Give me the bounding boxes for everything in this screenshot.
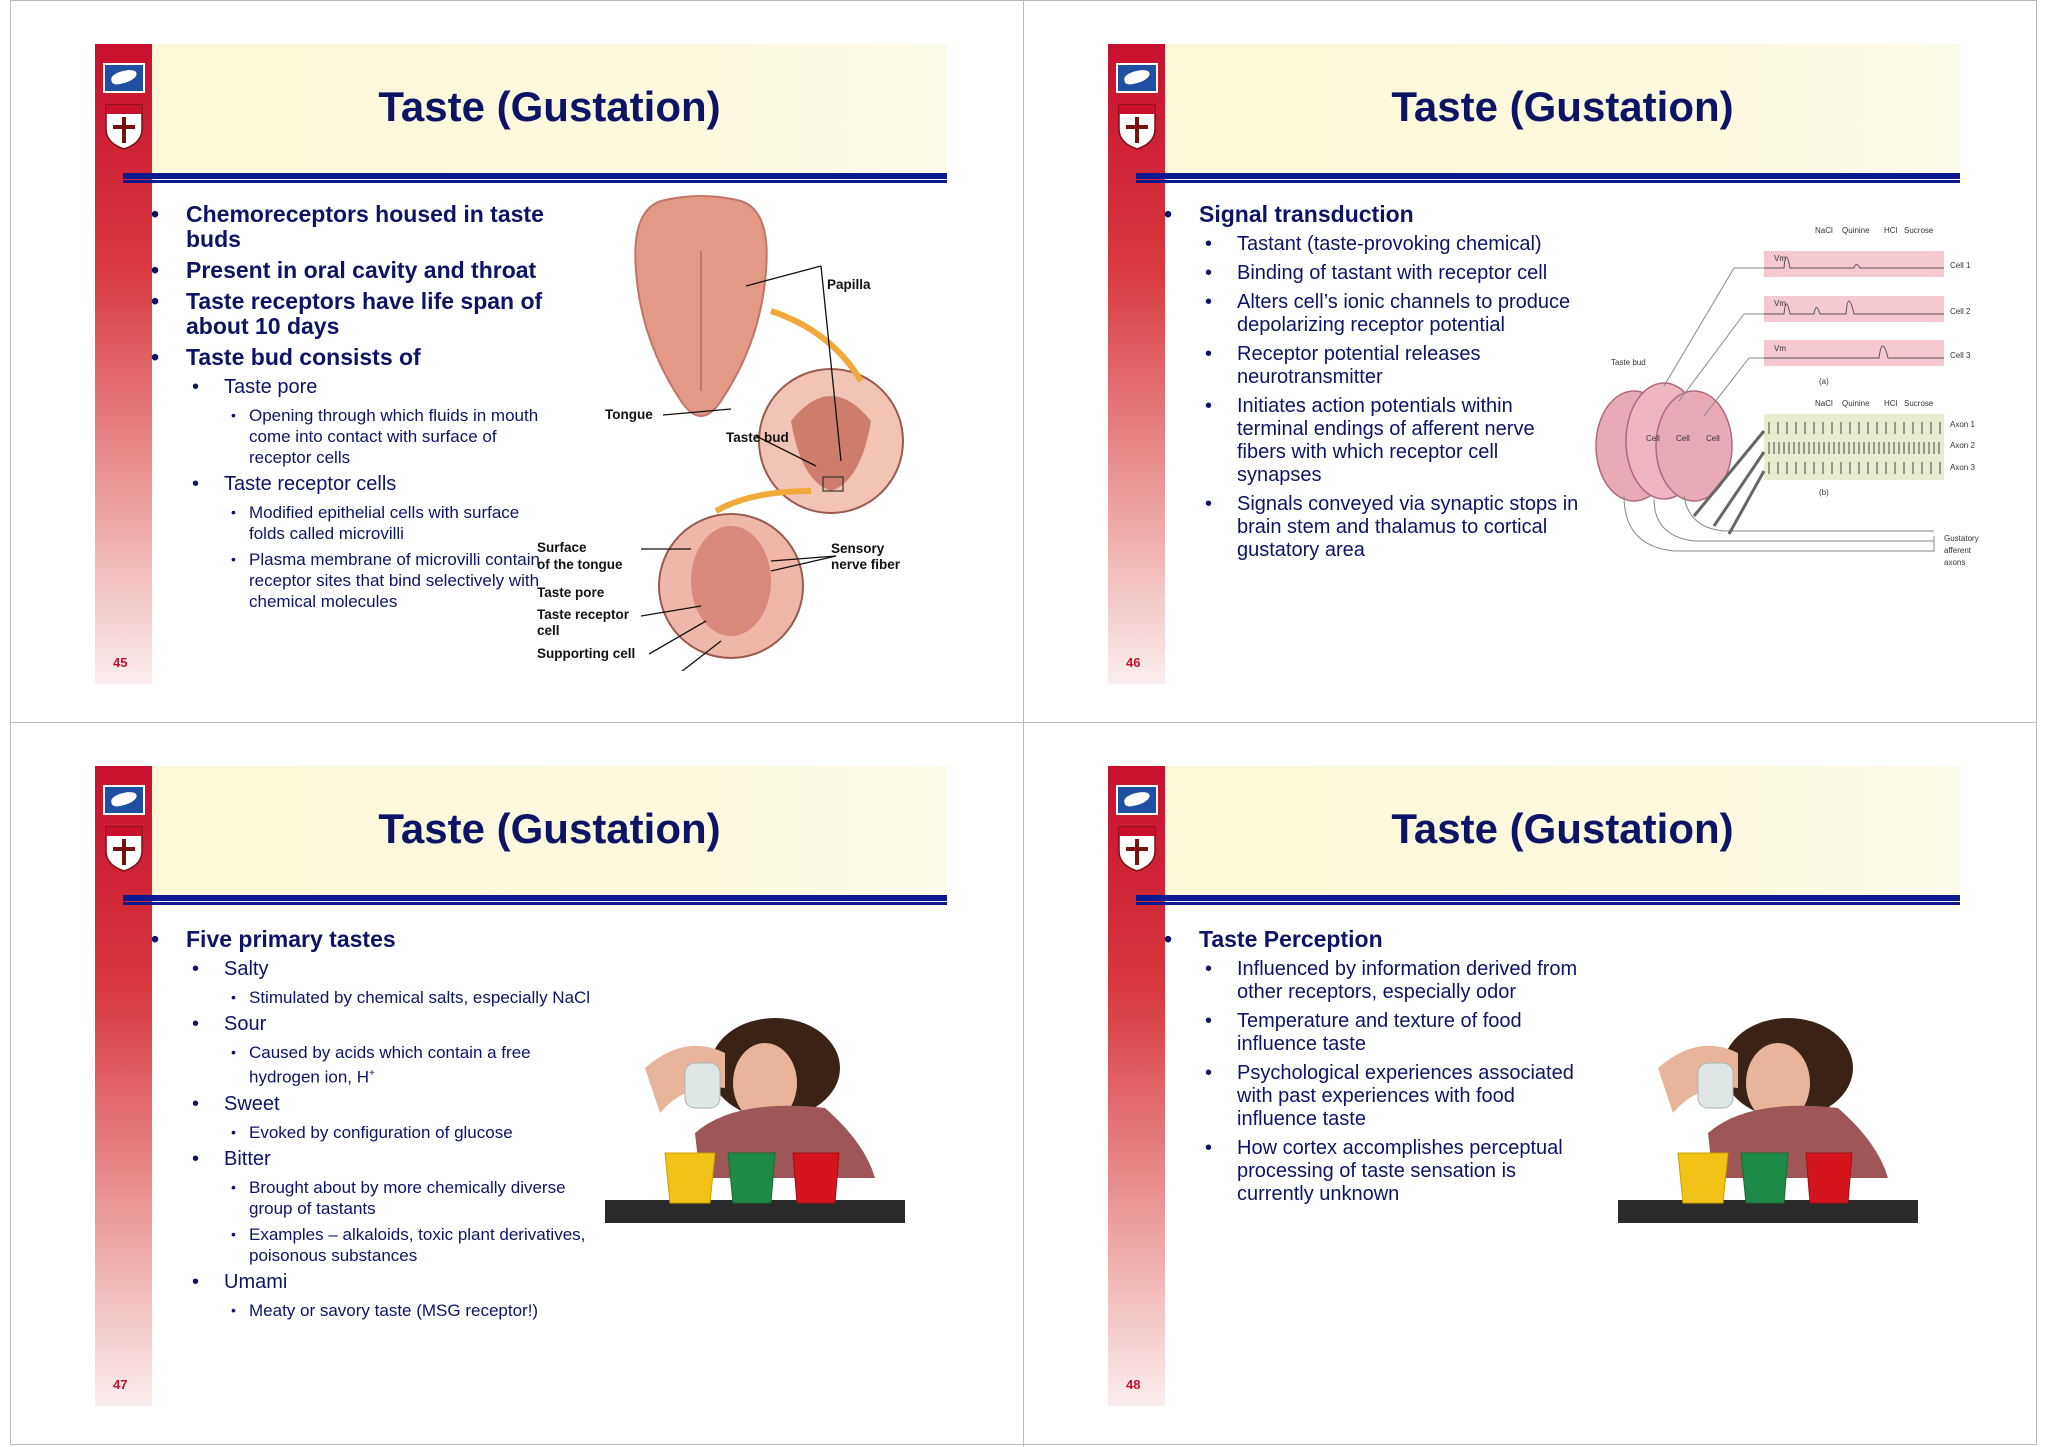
label-gustatory: Gustatory [1944, 534, 1979, 543]
bullet: • Chemoreceptors housed in taste buds [151, 202, 551, 252]
label-cell-word: Cell [1706, 434, 1720, 443]
superscript-plus: + [369, 1068, 375, 1079]
label-nacl: NaCl [1815, 399, 1833, 408]
sub-bullet: • Temperature and texture of food influence taste [1202, 1010, 1584, 1056]
label-nerve-fiber: nerve fiber [831, 557, 901, 572]
label-vm: Vm [1774, 254, 1786, 263]
label-hcl: HCl [1884, 226, 1898, 235]
label-panel-b: (b) [1819, 488, 1829, 497]
slide-45-text [151, 202, 551, 617]
sub-sub-bullet: • Meaty or savory taste (MSG receptor!) [229, 1300, 591, 1321]
slide-number: 45 [113, 655, 128, 670]
label-hcl: HCl [1884, 399, 1898, 408]
slide-title: Taste (Gustation) [1391, 83, 1734, 130]
woman-tasting-photo [1618, 1003, 1918, 1223]
sub-sub-bullet: • Stimulated by chemical salts, especially NaCl [229, 987, 591, 1008]
title-rule-thin [123, 180, 947, 183]
label-cell-1: Cell 1 [1950, 261, 1971, 270]
flag-icon [1116, 63, 1158, 93]
slide-45 [11, 1, 1023, 721]
label-taste-receptor: Taste receptor [537, 607, 630, 622]
slide-number: 47 [113, 1377, 128, 1392]
sub-sub-bullet: • Modified epithelial cells with surface folds called microvilli [229, 502, 551, 544]
sub-bullet: • Influenced by information derived from other receptors, especially odor [1202, 958, 1584, 1004]
title-rule-thin [1136, 902, 1960, 905]
label-panel-a: (a) [1819, 377, 1829, 386]
sub-sub-bullet [229, 1042, 591, 1088]
label-sucrose: Sucrose [1904, 399, 1934, 408]
label-sucrose: Sucrose [1904, 226, 1934, 235]
sub-bullet: • How cortex accomplishes perceptual processing of taste sensation is currently unknown [1202, 1137, 1584, 1206]
slide-title: Taste (Gustation) [378, 83, 721, 130]
label-tongue: Tongue [605, 407, 653, 422]
title-rule-thin [123, 902, 947, 905]
sub-bullet: • Binding of tastant with receptor cell [1202, 262, 1584, 285]
bullet-heading: • Signal transduction [1164, 202, 1584, 227]
label-of-the-tongue: of the tongue [537, 557, 623, 572]
slide-number: 48 [1126, 1377, 1141, 1392]
label-taste-bud: Taste bud [1611, 358, 1646, 367]
label-surface: Surface [537, 540, 587, 555]
label-axons: axons [1944, 558, 1966, 567]
label-taste-bud: Taste bud [726, 430, 789, 445]
sub-bullet: • Tastant (taste-provoking chemical) [1202, 233, 1584, 256]
bullet: • Taste receptors have life span of about 10 days [151, 289, 551, 339]
sub-bullet: • Taste pore [189, 376, 551, 399]
label-cell: cell [537, 623, 560, 638]
sub-bullet: • Bitter [189, 1148, 591, 1171]
label-cell-2: Cell 2 [1950, 307, 1971, 316]
sub-bullet: • Alters cell’s ionic channels to produce depolarizing receptor potential [1202, 291, 1584, 337]
university-crest-icon [1117, 825, 1157, 873]
university-crest-icon [1117, 103, 1157, 151]
label-vm: Vm [1774, 344, 1786, 353]
sub-sub-bullet: • Examples – alkaloids, toxic plant derivatives, poisonous substances [229, 1224, 591, 1266]
slide-48-text [1164, 927, 1584, 1212]
title-rule [1136, 173, 1960, 179]
flag-icon [103, 785, 145, 815]
flag-icon [1116, 785, 1158, 815]
sub-sub-bullet: • Plasma membrane of microvilli contain receptor sites that bind selectively with chemical molecules [229, 549, 551, 612]
bullet: • Present in oral cavity and throat [151, 258, 551, 283]
slide-46-text [1164, 202, 1584, 568]
title-rule-thin [1136, 180, 1960, 183]
sub-bullet: • Sour [189, 1013, 591, 1036]
label-quinine: Quinine [1842, 226, 1870, 235]
bullet-heading: • Taste Perception [1164, 927, 1584, 952]
sub-bullet: • Sweet [189, 1093, 591, 1116]
label-afferent: afferent [1944, 546, 1971, 555]
label-papilla: Papilla [827, 277, 871, 292]
label-supporting-cell: Supporting cell [537, 646, 636, 661]
label-nacl: NaCl [1815, 226, 1833, 235]
label-cell-3: Cell 3 [1950, 351, 1971, 360]
slide-46 [1024, 1, 2036, 721]
slide-number: 46 [1126, 655, 1141, 670]
label-taste-pore: Taste pore [537, 585, 605, 600]
sub-sub-bullet: • Brought about by more chemically diverse group of tastants [229, 1177, 591, 1219]
hydrogen-text: Caused by acids which contain a free hydrogen ion, H [249, 1043, 531, 1087]
flag-icon [103, 63, 145, 93]
label-axon-2: Axon 2 [1950, 441, 1975, 450]
bullet-heading: • Five primary tastes [151, 927, 591, 952]
label-axon-3: Axon 3 [1950, 463, 1975, 472]
label-cell-word: Cell [1676, 434, 1690, 443]
sub-sub-bullet: • Opening through which fluids in mouth come into contact with surface of receptor cells [229, 405, 551, 468]
label-vm: Vm [1774, 299, 1786, 308]
woman-tasting-photo [605, 1003, 905, 1223]
slide-48 [1024, 723, 2036, 1443]
slide-47-text [151, 927, 591, 1326]
slide-title: Taste (Gustation) [1391, 805, 1734, 852]
sub-bullet: • Salty [189, 958, 591, 981]
university-crest-icon [104, 103, 144, 151]
sub-bullet: • Signals conveyed via synaptic stops in brain stem and thalamus to cortical gustatory area [1202, 493, 1584, 562]
title-rule [1136, 895, 1960, 901]
sub-bullet: • Receptor potential releases neurotransmitter [1202, 343, 1584, 389]
label-cell-word: Cell [1646, 434, 1660, 443]
label-quinine: Quinine [1842, 399, 1870, 408]
university-crest-icon [104, 825, 144, 873]
label-axon-1: Axon 1 [1950, 420, 1975, 429]
slide-47 [11, 723, 1023, 1443]
sub-bullet: • Taste receptor cells [189, 473, 551, 496]
signal-transduction-figure [1564, 216, 2009, 586]
sub-bullet: • Initiates action potentials within terminal endings of afferent nerve fibers with which receptor cell synapses [1202, 395, 1584, 487]
bullet: • Taste bud consists of [151, 345, 551, 370]
slide-title: Taste (Gustation) [378, 805, 721, 852]
sub-bullet: • Psychological experiences associated with past experiences with food influence taste [1202, 1062, 1584, 1131]
sub-bullet: • Umami [189, 1271, 591, 1294]
label-sensory: Sensory [831, 541, 885, 556]
title-rule [123, 895, 947, 901]
sub-sub-bullet: • Evoked by configuration of glucose [229, 1122, 591, 1143]
title-rule [123, 173, 947, 179]
